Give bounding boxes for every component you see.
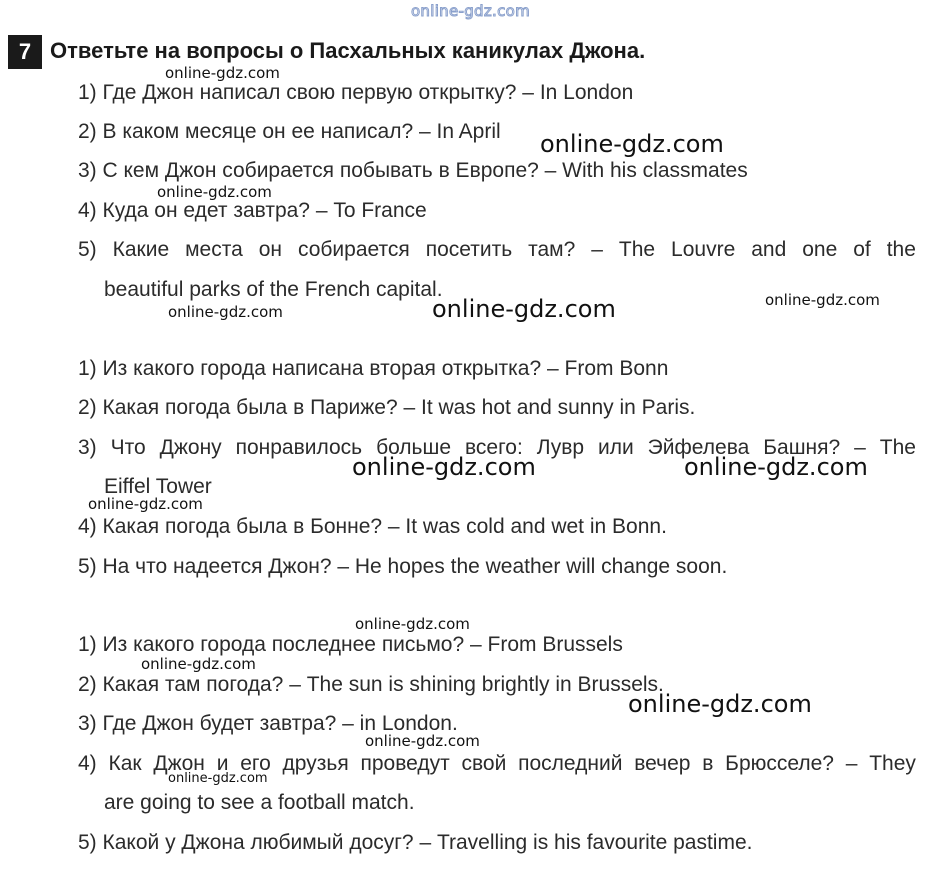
- question-word: Какие: [112, 238, 170, 261]
- question-word: Louvre: [671, 238, 736, 261]
- watermark: online-gdz.com: [432, 295, 616, 323]
- question-word: –: [845, 752, 858, 775]
- question-word: 3): [78, 436, 97, 459]
- question-line: 1) Из какого города последнее письмо? – From Brussels: [78, 633, 623, 656]
- watermark: online-gdz.com: [165, 64, 280, 82]
- question-word: Башня?: [763, 436, 841, 459]
- watermark: online-gdz.com: [88, 495, 203, 513]
- question-line: 1) Из какого города написана вторая открытка? – From Bonn: [78, 357, 669, 380]
- question-word: The: [879, 436, 916, 459]
- question-word: последний: [518, 752, 623, 775]
- watermark: online-gdz.com: [352, 453, 536, 481]
- header-watermark: online-gdz.com: [410, 2, 531, 20]
- question-word: там?: [528, 238, 576, 261]
- question-line: 4) Куда он едет завтра? – To France: [78, 199, 427, 222]
- question-word: или: [598, 436, 634, 459]
- question-word: Что: [110, 436, 146, 459]
- question-line: 2) Какая там погода? – The sun is shining brightly in Brussels.: [78, 673, 664, 696]
- question-line: Eiffel Tower: [104, 475, 212, 498]
- exercise-title: Ответьте на вопросы о Пасхальных каникулах Джона.: [50, 38, 646, 63]
- question-word: собирается: [297, 238, 410, 261]
- watermark: online-gdz.com: [684, 453, 868, 481]
- question-word: Джон: [153, 752, 205, 775]
- question-word: вечер: [634, 752, 691, 775]
- question-word: он: [258, 238, 283, 261]
- question-line: [78, 237, 916, 263]
- question-word: of: [853, 238, 871, 261]
- question-word: Как: [108, 752, 142, 775]
- watermark: online-gdz.com: [157, 183, 272, 201]
- question-line: 2) Какая погода была в Париже? – It was hot and sunny in Paris.: [78, 396, 696, 419]
- question-line: 3) Где Джон будет завтра? – in London.: [78, 712, 458, 735]
- question-word: The: [618, 238, 656, 261]
- watermark: online-gdz.com: [540, 130, 724, 158]
- question-line: 5) На что надеется Джон? – He hopes the weather will change soon.: [78, 555, 728, 578]
- question-word: в: [702, 752, 714, 775]
- question-line: 2) В каком месяце он ее написал? – In April: [78, 120, 501, 143]
- question-word: Брюсселе?: [725, 752, 834, 775]
- watermark: online-gdz.com: [365, 732, 480, 750]
- question-word: больше: [376, 436, 452, 459]
- question-word: места: [185, 238, 243, 261]
- question-line: 1) Где Джон написал свою первую открытку? – In London: [78, 81, 634, 104]
- question-line: 5) Какой у Джона любимый досуг? – Travelling is his favourite pastime.: [78, 831, 753, 854]
- question-word: and: [751, 238, 787, 261]
- question-word: one: [802, 238, 838, 261]
- exercise-number: 7: [8, 35, 42, 69]
- question-word: понравилось: [235, 436, 363, 459]
- question-word: Джону: [159, 436, 222, 459]
- question-word: –: [854, 436, 866, 459]
- question-word: и: [216, 752, 229, 775]
- question-word: Эйфелева: [647, 436, 750, 459]
- question-word: 5): [78, 238, 97, 261]
- watermark: online-gdz.com: [168, 771, 268, 786]
- watermark: online-gdz.com: [168, 303, 283, 321]
- question-line: are going to see a football match.: [104, 791, 415, 814]
- question-word: 4): [78, 752, 97, 775]
- watermark: online-gdz.com: [765, 291, 880, 309]
- question-line: beautiful parks of the French capital.: [104, 278, 443, 301]
- question-word: его: [240, 752, 271, 775]
- question-word: Лувр: [536, 436, 585, 459]
- question-word: посетить: [425, 238, 513, 261]
- watermark: online-gdz.com: [141, 655, 256, 673]
- question-word: the: [886, 238, 916, 261]
- question-word: всего:: [464, 436, 523, 459]
- question-word: друзья: [282, 752, 349, 775]
- question-line: 3) С кем Джон собирается побывать в Европе? – With his classmates: [78, 159, 748, 182]
- watermark: online-gdz.com: [355, 615, 470, 633]
- question-word: –: [591, 238, 603, 261]
- question-word: They: [869, 752, 916, 775]
- watermark: online-gdz.com: [628, 690, 812, 718]
- question-line: 4) Какая погода была в Бонне? – It was cold and wet in Bonn.: [78, 515, 667, 538]
- question-word: свой: [461, 752, 507, 775]
- question-word: проведут: [360, 752, 450, 775]
